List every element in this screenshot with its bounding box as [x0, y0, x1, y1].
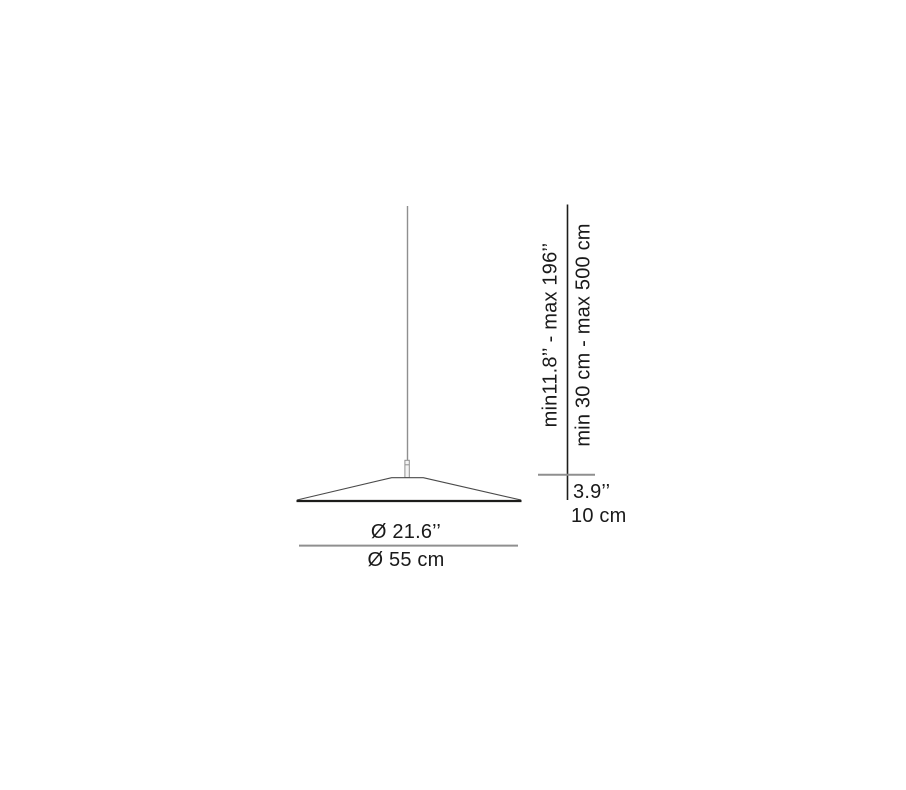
diameter-inches-label: Ø 21.6’’ [370, 521, 442, 543]
shade-outline [297, 478, 521, 500]
shade-height-cm-label: 10 cm [571, 505, 627, 527]
diameter-cm-label: Ø 55 cm [367, 549, 445, 571]
suspension-cm-label: min 30 cm - max 500 cm [572, 223, 595, 447]
suspension-inches-label: min11.8’’ - max 196’’ [539, 242, 562, 428]
stem [405, 460, 409, 477]
shade-height-inches-label: 3.9’’ [573, 481, 611, 503]
